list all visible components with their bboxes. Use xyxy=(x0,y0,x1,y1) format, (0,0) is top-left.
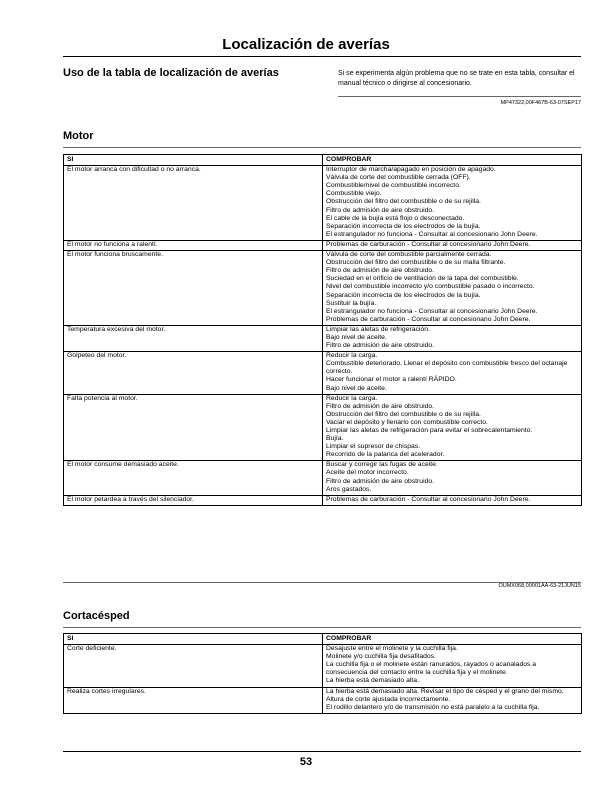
check-item: Filtro de admisión de aire obstruido. xyxy=(326,477,435,485)
check-cell xyxy=(323,325,582,351)
title-divider xyxy=(63,56,581,57)
check-item: La hierba está demasiado alta. xyxy=(326,677,419,685)
column-header-comprobar: COMPROBAR xyxy=(323,155,582,166)
check-item: Obstrucción del filtro del combustible o de su malla filtrante. xyxy=(326,259,506,267)
table-row xyxy=(64,461,582,495)
check-item: Separación incorrecta de los electrodos de la bujía. xyxy=(326,222,481,230)
check-item: Interruptor de marcha/apagado en posición de apagado. xyxy=(326,166,496,174)
check-item: Filtro de admisión de aire obstruido. xyxy=(326,402,435,410)
column-header-si: SI xyxy=(64,634,323,645)
check-item: Sustituir la bujía. xyxy=(326,299,377,307)
page-number: 53 xyxy=(299,756,313,768)
table-row xyxy=(64,240,582,250)
symptom-cell: El motor arranca con dificultad o no arranca. xyxy=(64,166,323,241)
intro-heading: Uso de la tabla de localización de averías xyxy=(63,67,279,79)
symptom-cell: Falta potencia al motor. xyxy=(64,394,323,461)
check-item: El cable de la bujía está flojo o desconectado. xyxy=(326,214,465,222)
table-header-row xyxy=(64,155,582,166)
check-cell xyxy=(323,240,582,250)
column-header-comprobar: COMPROBAR xyxy=(323,634,582,645)
check-item: Limpiar las aletas de refrigeración. xyxy=(326,325,430,333)
check-item: Filtro de admisión de aire obstruido. xyxy=(326,342,435,350)
symptom-cell: Golpeteo del motor. xyxy=(64,352,323,394)
intro-reference-code: MP47322,00F467B-63-07SEP17 xyxy=(500,100,581,106)
check-item: La cuchilla fija o el molinete están ranurados, rayados o acanalados a consecuencia del contacto entre la cuchilla fija y el molinete. xyxy=(326,661,537,677)
check-item: Aros gastados. xyxy=(326,485,372,493)
check-item: Bujía. xyxy=(326,435,344,443)
table-row xyxy=(64,394,582,461)
check-item: La hierba está demasiado alta. Revisar el tipo de césped y el grano del mismo. xyxy=(326,687,564,695)
check-item: Nivel del combustible incorrecto y/o combustible pasado o incorrecto. xyxy=(326,283,535,291)
check-item: Molinete y/o cuchilla fija desafilados. xyxy=(326,653,436,661)
footer-divider xyxy=(63,751,581,752)
check-cell xyxy=(323,394,582,461)
check-item: Aceite del motor incorrecto. xyxy=(326,469,409,477)
check-item: Combustible/nivel de combustible incorrecto. xyxy=(326,182,461,190)
check-cell xyxy=(323,166,582,241)
motor-divider xyxy=(63,147,581,148)
check-item: Reducir la carga. xyxy=(326,352,378,360)
check-item: Válvula de corte del combustible parcialmente cerrada. xyxy=(326,251,492,259)
check-item: El estrangulador no funciona - Consultar al concesionario John Deere. xyxy=(326,230,538,238)
check-item: Obstrucción del filtro del combustible o de su rejilla. xyxy=(326,198,481,206)
check-item: Separación incorrecta de los electrodos de la bujía. xyxy=(326,291,481,299)
check-item: Obstrucción del filtro del combustible o de su rejilla. xyxy=(326,410,481,418)
check-item: Hacer funcionar el motor a ralentí RÁPIDO. xyxy=(326,376,457,384)
check-cell xyxy=(323,687,582,713)
motor-reference-code: OUMX068,00001AA-63-21JUN15 xyxy=(498,583,581,589)
symptom-cell: El motor petardea a través del silenciador. xyxy=(64,495,323,505)
symptom-cell: El motor no funciona a ralentí. xyxy=(64,240,323,250)
check-item: El rodillo delantero y/o de transmisión no está paralelo a la cuchilla fija. xyxy=(326,703,540,711)
check-item: Desajuste entre el molinete y la cuchilla fija. xyxy=(326,645,458,653)
table-row xyxy=(64,251,582,326)
check-item: Combustible deteriorado. Llenar el depósito con combustible fresco del octanaje correcto. xyxy=(326,360,568,376)
check-item: Buscar y corregir las fugas de aceite. xyxy=(326,461,438,469)
check-item: Bajo nivel de aceite. xyxy=(326,333,387,341)
symptom-cell: Corte deficiente. xyxy=(64,645,323,687)
column-header-si: SI xyxy=(64,155,323,166)
check-item: Problemas de carburación - Consultar al concesionario John Deere. xyxy=(326,495,531,503)
check-cell xyxy=(323,251,582,326)
check-item: Bajo nivel de aceite. xyxy=(326,384,387,392)
check-item: Suciedad en el orificio de ventilación de la tapa del combustible. xyxy=(326,275,519,283)
table-row xyxy=(64,645,582,687)
section-heading-motor: Motor xyxy=(63,130,94,142)
symptom-cell: Realiza cortes irregulares. xyxy=(64,687,323,713)
symptom-cell: El motor funciona bruscamente. xyxy=(64,251,323,326)
check-item: Válvula de corte del combustible cerrada (OFF). xyxy=(326,174,471,182)
check-cell xyxy=(323,352,582,394)
table-row xyxy=(64,495,582,505)
intro-divider xyxy=(338,96,581,97)
check-item: Altura de corte ajustada incorrectamente. xyxy=(326,695,451,703)
table-header-row xyxy=(64,634,582,645)
check-cell xyxy=(323,461,582,495)
check-item: Combustible viejo. xyxy=(326,190,382,198)
cortacesped-divider xyxy=(63,627,581,628)
table-row xyxy=(64,325,582,351)
table-row xyxy=(64,687,582,713)
page-title: Localización de averías xyxy=(222,36,390,53)
check-cell xyxy=(323,495,582,505)
table-row xyxy=(64,166,582,241)
check-item: Reducir la carga. xyxy=(326,394,378,402)
check-item: Vaciar el depósito y llenarlo con combustible correcto. xyxy=(326,418,488,426)
check-cell xyxy=(323,645,582,687)
check-item: Filtro de admisión de aire obstruido. xyxy=(326,206,435,214)
check-item: Filtro de admisión de aire obstruido. xyxy=(326,267,435,275)
intro-text: Si se experimenta algún problema que no se trate en esta tabla, consultar el manual técnico o dirigirse al concesionario. xyxy=(338,70,575,87)
cortacesped-troubleshooting-table xyxy=(63,633,582,714)
motor-table-body xyxy=(64,166,582,506)
check-item: Recorrido de la palanca del acelerador. xyxy=(326,451,445,459)
symptom-cell: Temperatura excesiva del motor. xyxy=(64,325,323,351)
table-row xyxy=(64,352,582,394)
check-item: Limpiar las aletas de refrigeración para evitar el sobrecalentamiento. xyxy=(326,427,533,434)
check-item: El estrangulador no funciona - Consultar al concesionario John Deere. xyxy=(326,307,538,315)
cortacesped-table-body xyxy=(64,645,582,714)
check-item: Problemas de carburación - Consultar al concesionario John Deere. xyxy=(326,315,531,323)
check-item: Problemas de carburación - Consultar al concesionario John Deere. xyxy=(326,240,531,248)
motor-troubleshooting-table xyxy=(63,154,582,506)
check-item: Limpiar el supresor de chispas. xyxy=(326,443,421,451)
section-heading-cortacesped: Cortacésped xyxy=(63,610,130,622)
symptom-cell: El motor consume demasiado aceite. xyxy=(64,461,323,495)
